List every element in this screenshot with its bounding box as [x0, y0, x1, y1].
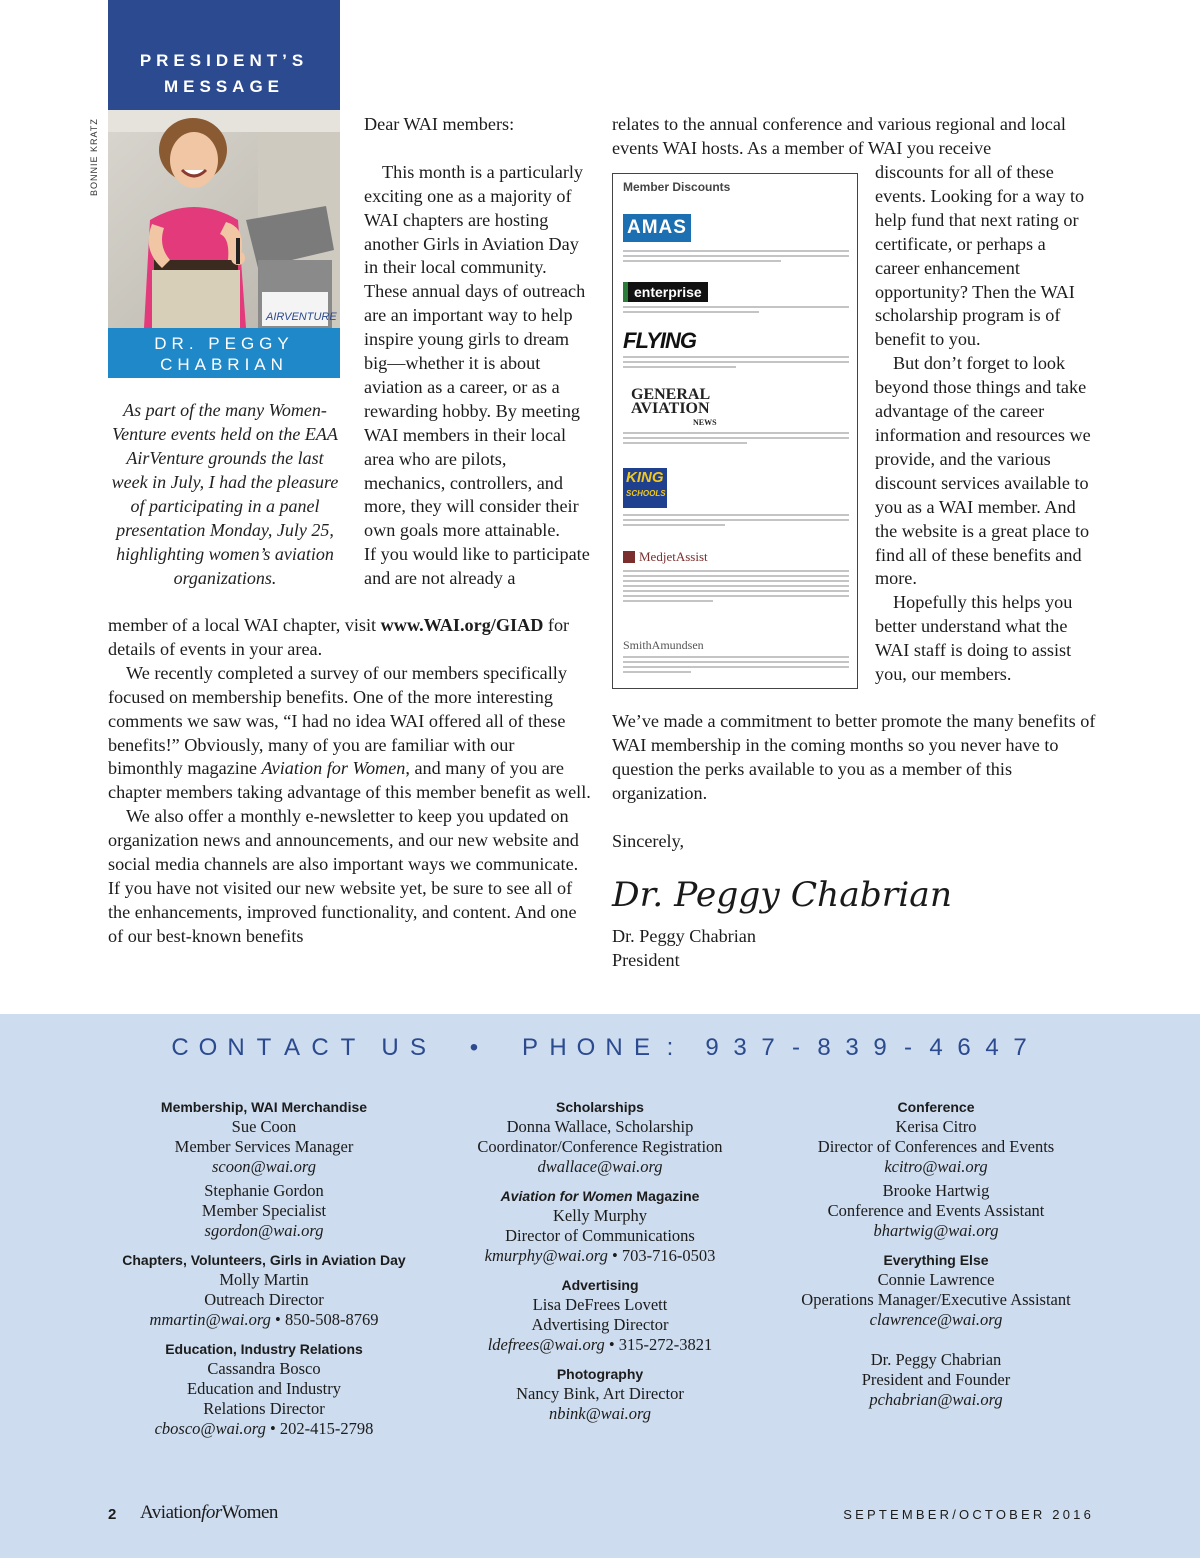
contact-email[interactable]: kmurphy@wai.org	[484, 1246, 608, 1265]
contact-name: Brooke Hartwig	[882, 1181, 990, 1200]
contact-name: Lisa DeFrees Lovett	[532, 1295, 668, 1314]
page-number: 2	[108, 1506, 117, 1523]
contact-role: Coordinator/Conference Registration	[477, 1137, 723, 1156]
king-logo-text: KING	[626, 469, 664, 486]
photo-credit: BONNIE KRATZ	[89, 118, 99, 196]
letter-paragraph-6-cont: We’ve made a commitment to better promote the many benefits of WAI membership in the coming months so you never have to question the perks available to you as a member of this organization.	[612, 711, 1096, 803]
banner-title	[108, 48, 340, 100]
contact-info-line	[766, 1310, 1106, 1330]
medjet-description	[623, 570, 849, 605]
president-name-line2: CHABRIAN	[160, 355, 288, 374]
contact-role: Director of Communications	[505, 1226, 695, 1245]
schools-logo-text: SCHOOLS	[626, 489, 666, 498]
contact-block	[430, 1098, 770, 1177]
letter-paragraph-2c: for details of events in your area.	[108, 615, 570, 659]
contact-block-heading	[94, 1098, 434, 1117]
letter-col2-wrap	[875, 161, 1093, 687]
contact-info-line	[766, 1157, 1106, 1177]
contact-block	[94, 1098, 434, 1241]
contact-block-heading	[430, 1187, 770, 1206]
king-description	[623, 514, 849, 529]
gan-line1: GENERAL	[631, 386, 711, 403]
contact-column-2	[430, 1098, 770, 1434]
contact-column-3	[766, 1098, 1106, 1420]
letter-col2-top	[612, 113, 1092, 161]
contact-email[interactable]: kcitro@wai.org	[884, 1157, 988, 1176]
wordmark-part-2: for	[201, 1502, 222, 1523]
contact-role: Director of Conferences and Events	[817, 1137, 1055, 1156]
banner-title-line1: PRESIDENT’S	[139, 51, 309, 70]
gan-line2: AVIATION	[631, 400, 710, 417]
contact-role: Relations Director	[203, 1399, 325, 1418]
contact-phone[interactable]: 315-272-3821	[618, 1335, 713, 1354]
signature-text: Dr. Peggy Chabrian	[610, 875, 952, 915]
contact-info-line	[94, 1419, 434, 1439]
contact-info-line	[94, 1310, 434, 1330]
contact-name: Nancy Bink, Art Director	[516, 1384, 684, 1403]
contact-block-heading-text: Everything Else	[883, 1252, 989, 1268]
contact-block-heading-text: Scholarships	[556, 1099, 644, 1115]
gan-description	[623, 432, 849, 447]
medjet-cross-icon	[623, 551, 635, 563]
flying-description	[623, 356, 849, 371]
president-name-line1: DR. PEGGY	[154, 334, 294, 353]
contact-block-heading-text: Membership, WAI Merchandise	[160, 1099, 368, 1115]
general-aviation-news-logo	[623, 388, 717, 430]
contact-email[interactable]: bhartwig@wai.org	[873, 1221, 999, 1240]
amas-logo	[623, 214, 691, 242]
member-discounts-card	[612, 173, 858, 689]
letter-closing: Sincerely,	[612, 830, 685, 851]
wordmark-part-3: Women	[221, 1502, 278, 1523]
medjet-logo-text: MedjetAssist	[639, 549, 708, 564]
contact-name: Stephanie Gordon	[204, 1181, 324, 1200]
letter-paragraph-2a: If you would like to participate and are not already a	[364, 544, 590, 589]
gan-line3: NEWS	[693, 418, 717, 427]
flying-logo-text: FLYING	[623, 328, 697, 353]
contact-info-line	[430, 1335, 770, 1355]
letter-paragraph-4: We also offer a monthly e-newsletter to keep you updated on organization news and announcements, and our new website and social media channels are also important ways we communicate. If you have not visited our new website yet, be sure to see all of the enhancements, improved functionality, and content. And one of our best-known benefits	[108, 806, 579, 946]
amas-description	[623, 250, 849, 265]
contact-name: Molly Martin	[219, 1270, 309, 1289]
contact-block	[430, 1276, 770, 1355]
bullet-separator: •	[607, 1246, 622, 1265]
giad-link[interactable]: www.WAI.org/GIAD	[380, 615, 544, 635]
letter-paragraph-3a: We recently completed a survey of our members specifically focused on membership benefits. One of the more interesting comments we saw was, “I had no idea WAI offered all of these benefits!” Obviously, many of you are familiar with our bimonthly magazine	[108, 662, 567, 779]
signer-name: Dr. Peggy Chabrian	[612, 926, 756, 946]
magazine-wordmark	[140, 1502, 278, 1524]
contact-block-heading-text: Photography	[556, 1366, 644, 1382]
bullet-separator: •	[604, 1335, 619, 1354]
presidents-message-banner	[108, 0, 340, 378]
bullet-separator: •	[270, 1310, 285, 1329]
contact-name: Kerisa Citro	[895, 1117, 977, 1136]
contact-block-heading-text: Chapters, Volunteers, Girls in Aviation Day	[122, 1252, 406, 1268]
enterprise-logo-text: enterprise	[623, 282, 708, 302]
contact-role: President and Founder	[861, 1370, 1011, 1389]
president-name-band	[108, 328, 340, 378]
letter-greeting: Dear WAI members:	[364, 114, 515, 134]
contact-block-heading	[94, 1340, 434, 1359]
contact-info-line	[766, 1221, 1106, 1241]
contact-block-heading	[766, 1098, 1106, 1117]
contact-role: Conference and Events Assistant	[827, 1201, 1045, 1220]
contact-block-heading-text: Conference	[897, 1099, 975, 1115]
issue-date: SEPTEMBER/OCTOBER 2016	[843, 1507, 1094, 1522]
medjet-logo	[623, 548, 708, 566]
contact-role: Operations Manager/Executive Assistant	[801, 1290, 1071, 1309]
contact-block-heading	[430, 1098, 770, 1117]
enterprise-description	[623, 306, 849, 316]
contact-block-heading-text: Education, Industry Relations	[165, 1341, 363, 1357]
contact-email[interactable]: pchabrian@wai.org	[869, 1390, 1003, 1409]
contact-block	[430, 1365, 770, 1424]
contact-block-heading	[430, 1276, 770, 1295]
contact-email[interactable]: sgordon@wai.org	[204, 1221, 324, 1240]
contact-email[interactable]: clawrence@wai.org	[869, 1310, 1003, 1329]
podium-text: AIRVENTURE	[266, 311, 337, 323]
signature-handwriting	[610, 858, 970, 930]
signer-block	[612, 925, 912, 973]
contact-block	[94, 1251, 434, 1330]
contact-name: Cassandra Bosco	[207, 1359, 321, 1378]
contact-email[interactable]: cbosco@wai.org	[154, 1419, 266, 1438]
amas-logo-text: AMAS	[623, 214, 691, 242]
contact-block-heading	[766, 1251, 1106, 1270]
contact-block	[766, 1098, 1106, 1241]
smith-amundsen-description	[623, 656, 849, 676]
contact-info-line	[430, 1246, 770, 1266]
letter-paragraph-4-cont: relates to the annual conference and various regional and local events WAI hosts. As a member of WAI you receive	[612, 114, 1066, 158]
contact-name: Sue Coon	[231, 1117, 297, 1136]
member-discounts-title: Member Discounts	[623, 180, 731, 194]
contact-role: Member Services Manager	[174, 1137, 354, 1156]
president-photo-illustration	[108, 110, 340, 328]
contact-name: Donna Wallace, Scholarship	[506, 1117, 694, 1136]
letter-paragraph-2b: member of a local WAI chapter, visit	[108, 615, 377, 635]
contact-name: Connie Lawrence	[877, 1270, 995, 1289]
contact-column-1	[94, 1098, 434, 1449]
contact-phone[interactable]: 202-415-2798	[279, 1419, 374, 1438]
contact-role: Outreach Director	[204, 1290, 324, 1309]
contact-email[interactable]: mmartin@wai.org	[149, 1310, 271, 1329]
signature	[610, 858, 970, 930]
enterprise-logo	[623, 282, 708, 302]
photo-caption: As part of the many Women-Venture events held on the EAA AirVenture grounds the last week in July, I had the pleasure of participating in a panel presentation Monday, July 25, highlighting women’s aviation organizations.	[111, 400, 339, 588]
signer-title: President	[612, 949, 680, 970]
contact-phone[interactable]: 703-716-0503	[621, 1246, 716, 1265]
president-photo	[108, 110, 340, 328]
letter-col2-bottom	[612, 710, 1096, 853]
contact-info-line	[766, 1390, 1106, 1410]
king-schools-logo	[623, 468, 667, 508]
contact-info-line	[430, 1157, 770, 1177]
contact-name: Kelly Murphy	[553, 1206, 647, 1225]
smith-amundsen-logo	[623, 636, 704, 654]
letter-paragraph-4-wrap: discounts for all of these events. Looking for a way to help fund that next rating or certificate, or perhaps a career enhancement opportunity? Then the WAI scholarship program is of benefit to you.	[875, 162, 1085, 350]
letter-paragraph-6: Hopefully this helps you better understand what the WAI staff is doing to assist you, our members.	[875, 592, 1073, 685]
smith-amundsen-logo-text: SmithAmundsen	[623, 638, 704, 652]
contact-block-heading-text: Magazine	[632, 1188, 700, 1204]
contact-block	[430, 1187, 770, 1266]
contact-block-heading-italic: Aviation for Women	[500, 1188, 633, 1204]
contact-heading	[0, 1034, 1200, 1068]
banner-title-line2: MESSAGE	[163, 77, 285, 96]
letter-col1-top	[364, 113, 590, 591]
bullet-separator: •	[265, 1419, 280, 1438]
contact-phone[interactable]: 850-508-8769	[284, 1310, 379, 1329]
contact-block-heading-text: Advertising	[561, 1277, 639, 1293]
letter-paragraph-1: This month is a particularly exciting one as a majority of WAI chapters are hosting another Girls in Aviation Day in their local community. These annual days of outreach are an important way to help inspire young girls to dream big—whether it is about aviation as a career, or as a rewarding hobby. By meeting WAI members in their local area who are pilots, mechanics, controllers, and more, they will consider their own goals more attainable.	[364, 161, 586, 541]
contact-role: Member Specialist	[201, 1201, 327, 1220]
contact-info-line	[94, 1157, 434, 1177]
contact-info-line	[430, 1404, 770, 1424]
contact-block-heading	[430, 1365, 770, 1384]
letter-col1-bottom	[108, 614, 592, 949]
contact-block-heading	[94, 1251, 434, 1270]
contact-name: Dr. Peggy Chabrian	[870, 1350, 1002, 1369]
contact-heading-text: C O N T A C T U S • P H O N E : 9 3 7 - 8 3 9 - 4 6 4 7	[171, 1034, 1027, 1061]
magazine-name: Aviation for Women	[261, 758, 406, 779]
contact-role: Advertising Director	[531, 1315, 669, 1334]
contact-email[interactable]: ldefrees@wai.org	[487, 1335, 605, 1354]
letter-paragraph-5: But don’t forget to look beyond those things and take advantage of the career information and resources we provide, and the various discount services available to you as a WAI member. And the website is a great place to find all of these benefits and more.	[875, 353, 1091, 589]
contact-block	[94, 1340, 434, 1439]
contact-block	[766, 1251, 1106, 1410]
contact-gap	[766, 1330, 1106, 1350]
contact-email[interactable]: nbink@wai.org	[548, 1404, 652, 1423]
contact-email[interactable]: dwallace@wai.org	[537, 1157, 663, 1176]
contact-email[interactable]: scoon@wai.org	[212, 1157, 316, 1176]
contact-role: Education and Industry	[187, 1379, 341, 1398]
letter-paragraph-3b: , and many of you are chapter members taking advantage of this member benefit as well.	[108, 758, 591, 803]
wordmark-part-1: Aviation	[140, 1502, 202, 1523]
contact-info-line	[94, 1221, 434, 1241]
flying-logo	[623, 328, 696, 354]
